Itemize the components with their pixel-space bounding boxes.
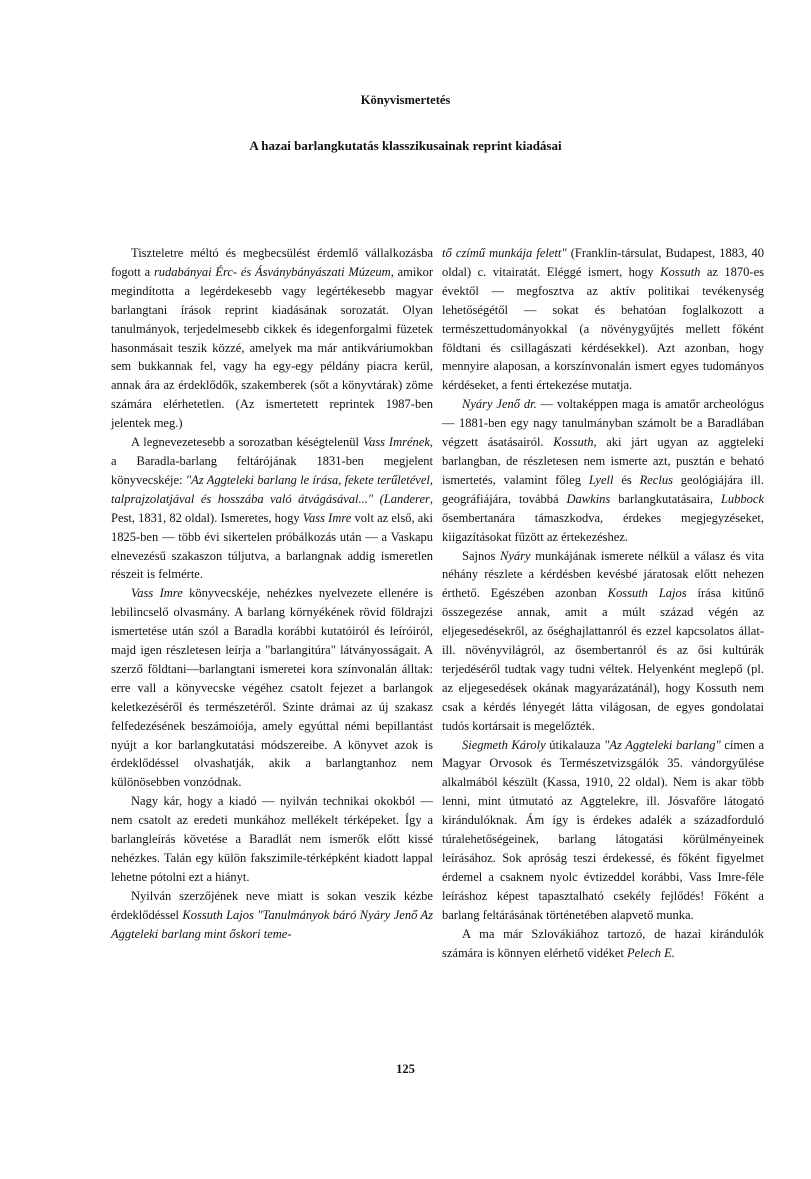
text-run: és — [613, 472, 640, 487]
text-run: volt az első, aki 1825-ben — több évi sikertelen próbálkozás után — a Vaskapu elnevezésű szakaszon túljutva, a barlangnak addig ismeretlen részeit is felmérte. — [111, 510, 434, 582]
text-run: , amikor megindította a legérdekesebb vagy legértékesebb magyar barlangtani írások reprint kiadásának sorozatát. Olyan tanulmányok, terjedelmesebb cikkek és idegenforgalmi füzetek hasonmásait teszik közzé, amelyek ma már antikváriumokban sem bukkannak fel, vagy ha egy-egy példány piacra kerül, annak ára az érdeklődők, szakemberek (sőt a könyvtárak) zöme számára elérhetetlen. (Az ismertetett reprintek 1987-ben jelentek meg.) — [111, 264, 433, 431]
paragraph — [442, 925, 764, 963]
page-number: 125 — [396, 1062, 415, 1076]
italic-text: Kossuth Lajos — [607, 586, 687, 601]
italic-text: "Az Aggteleki barlang le írása, fekete terűletével, talprajzolatjával és hosszába való átvágásával..." (Landerer — [111, 472, 433, 506]
italic-text: tő czímű munkája felett" — [442, 246, 567, 260]
text-run: útikalauza — [545, 737, 605, 752]
italic-text: rudabányai Érc- és Ásványbányászati Múzeum — [153, 264, 391, 279]
italic-text: Vass Imre — [131, 586, 183, 601]
italic-text: Reclus — [639, 472, 673, 487]
text-run: írása kitűnő összegezése annak, amit a múlt század végén az eljegesedésekről, az őséghajlattanról és ezzel kapcsolatos állat- ill. növényvilágról, az ősembertanról és az ősi kultúrák terjedéséről tudtak vagy tudni véltek. Helyenként meglepő (pl. az eljegesedések okának magyarázatánál), hogy Kossuth nem csak a kérdés lényegét látta világosan, de egyes gondolatai tudós kortársait is megelőzték. — [442, 586, 764, 733]
paragraph — [442, 547, 764, 736]
italic-text: Kossuth Lajos "Tanulmányok báró Nyáry Jenő Az Aggteleki barlang mint őskori teme- — [111, 907, 434, 941]
italic-text: Kossuth — [660, 264, 701, 279]
text-run: könyvecskéje, nehézkes nyelvezete ellenére is lebilincselő olvasmány. A barlang környékének rövid földrajzi ismertetése után szól a Baradla korábbi kutatóiról és leíróiról, majd igen részletesen leírja a "barlangitúra" látványosságait. A szerző földtani—barlangtani ismeretei kora színvonalán álltak: erre vall a könyvecske végéhez csatolt fejezet a barlangok keletkezéséről és természetéről. Szinte drámai az új szakasz felfedezésének beszámoiója, amely egyúttal némi bepillantást nyújt a kor barlangkutatási módszereibe. A könyvet azok is érdeklődéssel olvashatják, akik a barlangtanhoz nem különösebben vonzódnak. — [111, 586, 433, 790]
italic-text: Lyell — [588, 472, 614, 487]
italic-text: Dawkins — [566, 491, 611, 506]
text-run: A ma már Szlovákiához tartozó, de hazai kirándulók számára is könnyen elérhető vidéket — [442, 926, 764, 960]
text-run: A legnevezetesebb a sorozatban késégtelenül — [131, 435, 363, 450]
text-run: geológiájára ill. geográfiájára, továbbá — [442, 472, 764, 506]
text-run: Tiszteletre méltó és megbecsülést érdemlő vállalkozásba fogott a — [111, 246, 433, 279]
article-title: A hazai barlangkutatás klasszikusainak reprint kiadásai — [249, 138, 562, 153]
text-run: — voltaképpen maga is amatőr archeológus — 1881-ben egy nagy tanulmányban számolt be a Baradlában végzett ásatásairól. — [442, 397, 764, 450]
text-run: , a Baradla-barlang feltárójának 1831-ben megjelent könyvecskéje: — [111, 435, 433, 487]
italic-text: Kossuth — [553, 435, 594, 450]
italic-text: Siegmeth Károly — [462, 737, 546, 752]
text-run: Nyilván szerzőjének neve miatt is sokan veszik kézbe érdeklődéssel — [111, 888, 433, 922]
italic-text: "Az Aggteleki barlang" — [604, 737, 721, 752]
right-column — [442, 244, 764, 962]
text-run: (Franklin-társulat, Budapest, 1883, 40 oldal) c. vitairatát. Eléggé ismert, hogy — [442, 246, 765, 279]
paragraph — [111, 887, 433, 944]
text-run: Nagy kár, hogy a kiadó — nyilván technikai okokból — nem csatolt az eredeti munkához mellékelt térképeket. Így a barlangleírás követése a Baradlát nem ismerők előtt kissé nehézkes. Talán egy külön fakszimile-térképként kiadott lappal lehetne pótolni ezt a hiányt. — [111, 794, 433, 884]
italic-text: Nyáry Jenő dr. — [462, 397, 537, 412]
paragraph — [111, 584, 433, 792]
text-run: , aki járt ugyan az aggteleki barlangban, de részletesen nem ismerte azt, pusztán e beható ismertetés, valamint főleg — [442, 435, 765, 487]
paragraph — [111, 433, 433, 584]
paragraph — [111, 244, 433, 433]
italic-text: Nyáry — [500, 548, 531, 563]
text-run: , Pest, 1831, 82 oldal). Ismeretes, hogy — [111, 491, 433, 525]
paragraph — [111, 792, 433, 887]
italic-text: Vass Imrének — [362, 435, 430, 450]
text-run: címen a Magyar Orvosok és Természetvizsgálók 35. vándorgyűlése alkalmából készült (Kassa, 1910, 22 oldal). Nem is akar több lenni, mint útmutató az Aggtelekre, ill. Jósvafőre látogató kirándulóknak. Ám így is érdekes adalék a századforduló túralehetőségeinek, barlang látogatási körülményeinek leírásához. Sok apróság teszi érdekessé, és főként figyelmet érdemel a csaknem nyolc évtizeddel korábbi, Vass Imre-féle leíráshoz képest tapasztalható csekély fejlődés! Főként a barlang feltárásának történetében alapvető munka. — [442, 737, 764, 922]
paragraph — [442, 395, 764, 546]
paragraph — [442, 244, 764, 395]
italic-text: Pelech E. — [627, 945, 675, 960]
italic-text: Vass Imre — [302, 510, 352, 525]
text-run: az 1870-es évektől — megfosztva az aktív politikai tevékenység lehetőségétől — sokat és behatóan foglalkozott a természettudományokkal (a növénygyűjtés mellett főként földtani és csillagászati kérdésekkel). Azt azonban, hogy mennyire alaposan, a korszínvonalán ismert egyes tudományos kérdéseket, a fenti értekezése mutatja. — [442, 264, 765, 393]
text-run: ősembertanára támaszkodva, érdekes megjegyzéseket, kiigazításokat fűzött az értekezéshez. — [442, 510, 764, 544]
left-column — [111, 244, 433, 944]
text-run: munkájának ismerete nélkül a válasz és vita néhány részlete a kérdésben kevésbé járatosak előtt nehezen érthető. Egészében azonban — [442, 548, 764, 601]
section-label: Könyvismertetés — [360, 93, 451, 107]
text-run: Sajnos — [462, 548, 501, 563]
text-run: barlangkutatásaira, — [610, 491, 721, 506]
paragraph — [442, 736, 764, 925]
italic-text: Lubbock — [720, 491, 764, 506]
